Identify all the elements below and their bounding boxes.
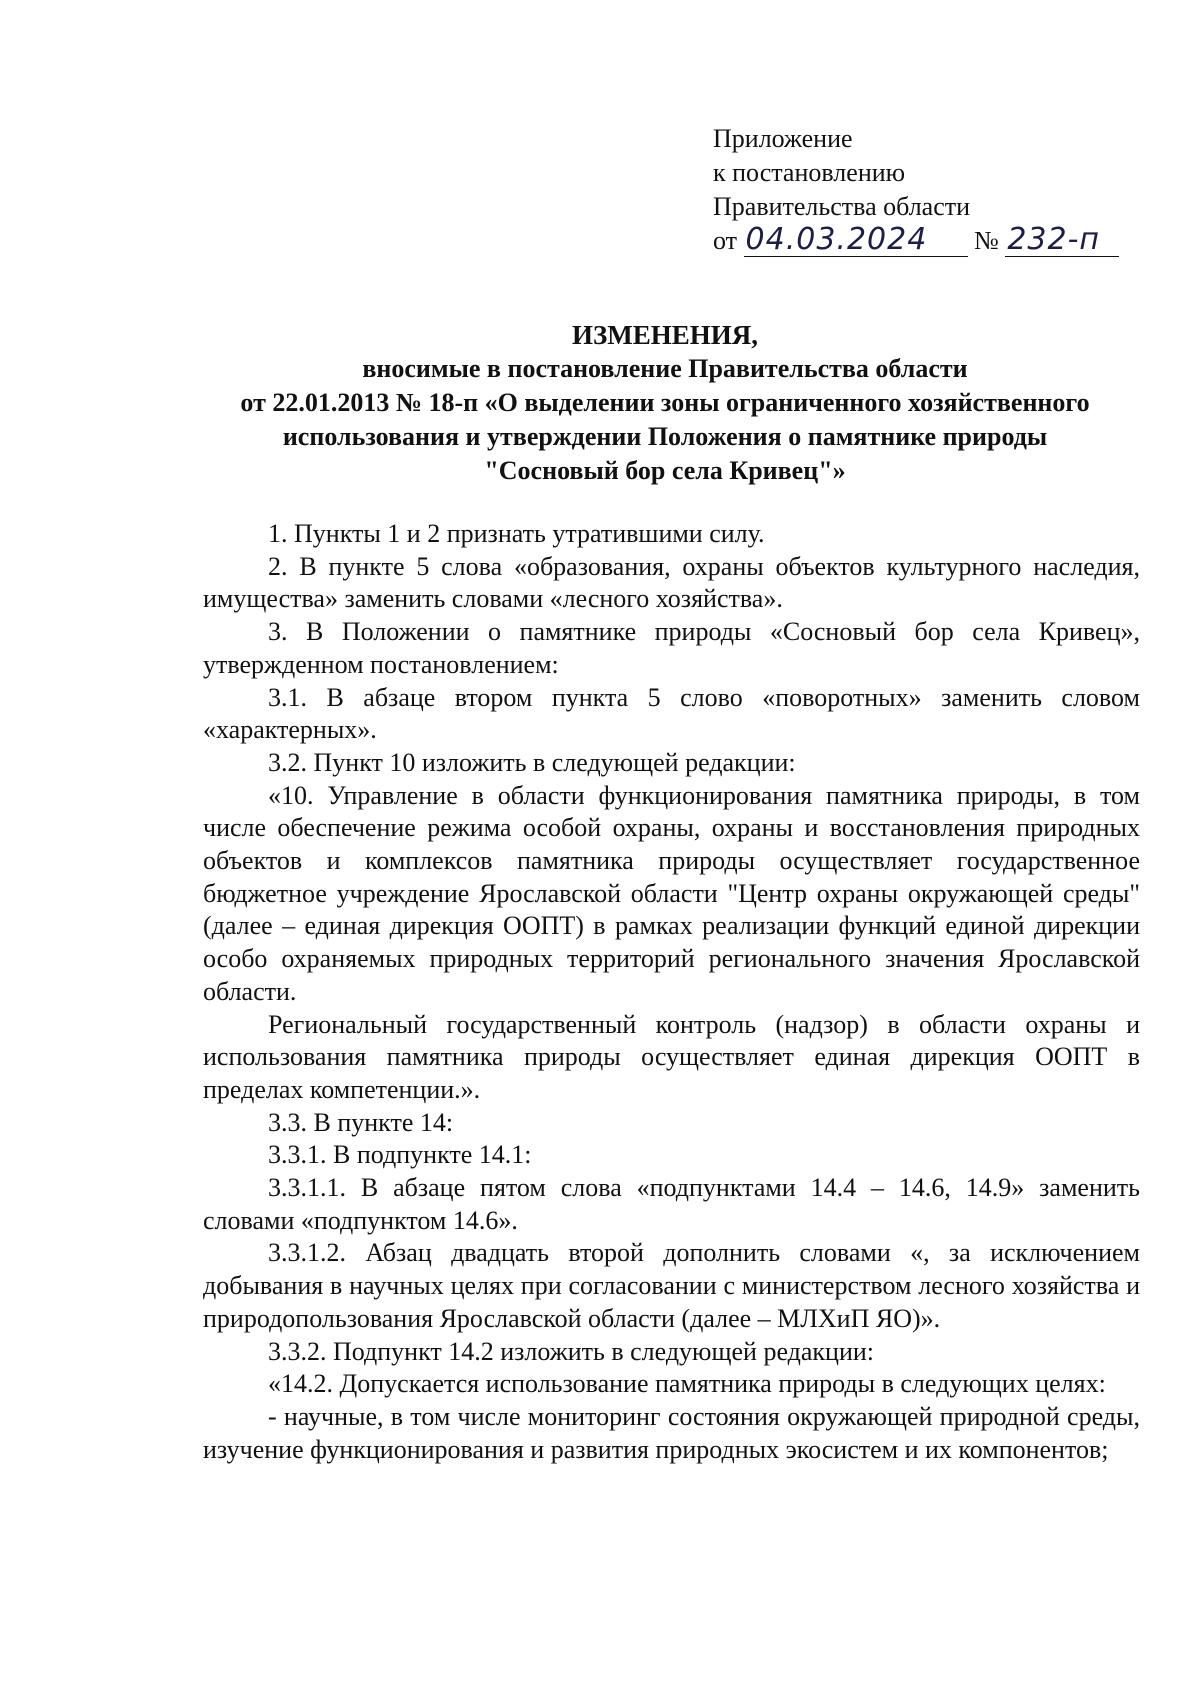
paragraph: «10. Управление в области функционирования памятника природы, в том числе обеспечение режима особой охраны, охраны и восстановления природных объектов и комплексов памятника природы осуществляет государственное бюджетное учреждение Ярославской области "Центр охраны окружающей среды" (далее – единая дирекция ООПТ) в рамках реализации функций единой дирекции особо охраняемых природных территорий регионального значения Ярославской области.: [203, 780, 1140, 1006]
paragraph: 1. Пункты 1 и 2 признать утратившими силу.: [268, 519, 765, 548]
title-line-4: использования и утверждении Положения о памятнике природы: [282, 422, 1048, 451]
handwritten-date: 04.03.2024: [745, 222, 928, 257]
paragraph: Региональный государственный контроль (надзор) в области охраны и использования памятника природы осуществляет единая дирекция ООПТ в пределах компетенции.».: [203, 1009, 1140, 1104]
title-line-3: от 22.01.2013 № 18-п «О выделении зоны ограниченного хозяйственного: [240, 388, 1090, 417]
title-line-1: ИЗМЕНЕНИЯ,: [571, 320, 758, 350]
document-title: [190, 318, 1140, 488]
appendix-line-1: Приложение: [713, 124, 853, 153]
handwritten-number: 232-п: [1007, 222, 1101, 257]
paragraph: 2. В пункте 5 слова «образования, охраны объектов культурного наследия, имущества» заменить словами «лесного хозяйства».: [203, 551, 1140, 614]
document-body: [203, 518, 1140, 1466]
paragraph: 3.3.1. В подпункте 14.1:: [268, 1140, 532, 1170]
paragraph: 3. В Положении о памятнике природы «Сосновый бор села Кривец», утвержденном постановлением:: [203, 617, 1140, 679]
paragraph: 3.3. В пункте 14:: [268, 1107, 454, 1137]
title-line-2: вносимые в постановление Правительства области: [362, 354, 968, 383]
number-field: [1005, 222, 1119, 257]
paragraph: «14.2. Допускается использование памятника природы в следующих целях:: [268, 1369, 1106, 1399]
paragraph: 3.3.1.1. В абзаце пятом слова «подпунктами 14.4 – 14.6, 14.9» заменить словами «подпунктом 14.6».: [203, 1173, 1140, 1235]
paragraph: 3.1. В абзаце втором пункта 5 слово «поворотных» заменить словом «характерных».: [203, 682, 1140, 745]
paragraph: 3.3.2. Подпункт 14.2 изложить в следующей редакции:: [268, 1336, 875, 1366]
number-label: №: [974, 226, 999, 255]
paragraph: - научные, в том числе мониторинг состояния окружающей природной среды, изучение функционирования и развития природных экосистем и их компонентов;: [203, 1401, 1140, 1464]
appendix-line-3: Правительства области: [713, 192, 971, 221]
appendix-header: [713, 122, 1119, 258]
date-field: [744, 222, 968, 257]
from-label: от: [713, 226, 738, 255]
appendix-date-line: [713, 224, 1119, 258]
title-line-5: "Сосновый бор села Кривец"»: [484, 456, 846, 485]
paragraph: 3.3.1.2. Абзац двадцать второй дополнить словами «, за исключением добывания в научных целях при согласовании с министерством лесного хозяйства и природопользования Ярославской области (далее – МЛХиП ЯО)».: [203, 1238, 1140, 1333]
paragraph: 3.2. Пункт 10 изложить в следующей редакции:: [268, 747, 796, 777]
appendix-line-2: к постановлению: [713, 158, 906, 187]
